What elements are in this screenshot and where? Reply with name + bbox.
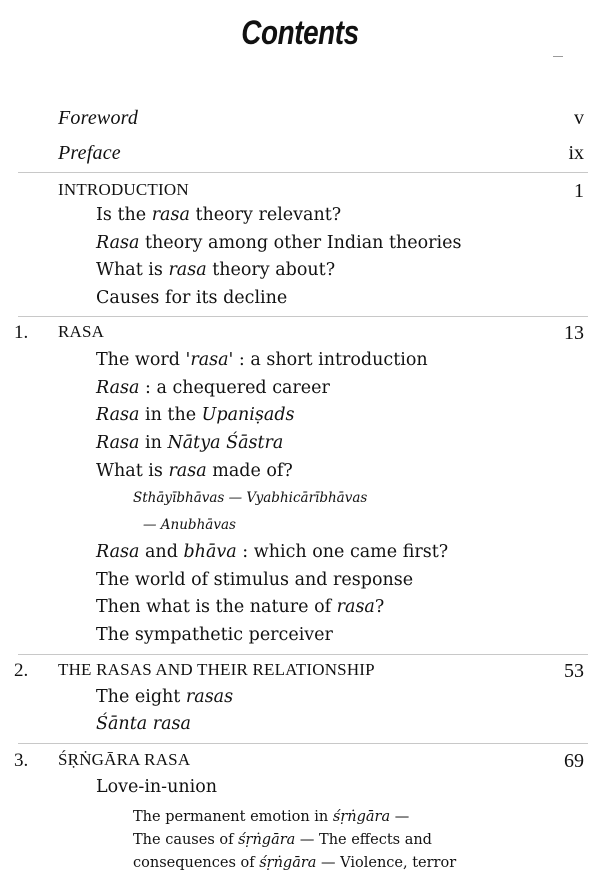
toc-subentry: Rasa and bhāva : which one came first?	[96, 542, 449, 562]
toc-detail-line: The permanent emotion in śṛṅgāra —	[133, 809, 410, 825]
toc-subentry: Rasa in Nātya Śāstra	[96, 433, 284, 453]
chapter-number: 2.	[14, 660, 29, 681]
divider	[18, 743, 588, 744]
toc-subentry: What is rasa theory about?	[96, 260, 336, 280]
toc-subentry: The word 'rasa' : a short introduction	[96, 350, 428, 370]
entry-label: Preface	[58, 142, 121, 164]
toc-subentry: The sympathetic perceiver	[96, 625, 333, 645]
entry-page: 13	[564, 322, 584, 344]
toc-subentry: What is rasa made of?	[96, 461, 293, 481]
toc-subentry: Then what is the nature of rasa?	[96, 597, 385, 617]
toc-detail-line: consequences of śṛṅgāra — Violence, terror	[133, 855, 457, 871]
toc-subentry: Śānta rasa	[96, 714, 191, 734]
toc-subsubentry: — Anubhāvas	[143, 517, 236, 533]
entry-label: ŚṚṄGĀRA RASA	[58, 750, 191, 769]
entry-label: INTRODUCTION	[58, 180, 189, 199]
divider	[18, 654, 588, 655]
toc-subsubentry: Sthāyībhāvas — Vyabhicārībhāvas	[133, 490, 368, 506]
divider	[18, 316, 588, 317]
page-title: Contents	[241, 14, 359, 52]
entry-page: ix	[568, 142, 584, 164]
entry-label: Foreword	[58, 107, 139, 129]
scan-mark	[553, 56, 563, 57]
entry-page: 1	[574, 180, 584, 202]
toc-subentry: Rasa : a chequered career	[96, 378, 330, 398]
toc-detail-line: The causes of śṛṅgāra — The effects and	[133, 832, 432, 848]
chapter-number: 3.	[14, 750, 29, 771]
toc-subentry: Rasa theory among other Indian theories	[96, 233, 462, 253]
toc-subentry: Love-in-union	[96, 777, 218, 797]
toc-subentry: Is the rasa theory relevant?	[96, 205, 342, 225]
toc-subentry: Causes for its decline	[96, 288, 288, 308]
entry-page: v	[574, 107, 584, 129]
toc-subentry: The world of stimulus and response	[96, 570, 414, 590]
divider	[18, 172, 588, 173]
chapter-number: 1.	[14, 322, 29, 343]
entry-label: RASA	[58, 322, 105, 341]
entry-label: THE RASAS AND THEIR RELATIONSHIP	[58, 660, 375, 679]
toc-subentry: Rasa in the Upaniṣads	[96, 405, 295, 425]
entry-page: 53	[564, 660, 584, 682]
entry-page: 69	[564, 750, 584, 772]
toc-subentry: The eight rasas	[96, 687, 234, 707]
